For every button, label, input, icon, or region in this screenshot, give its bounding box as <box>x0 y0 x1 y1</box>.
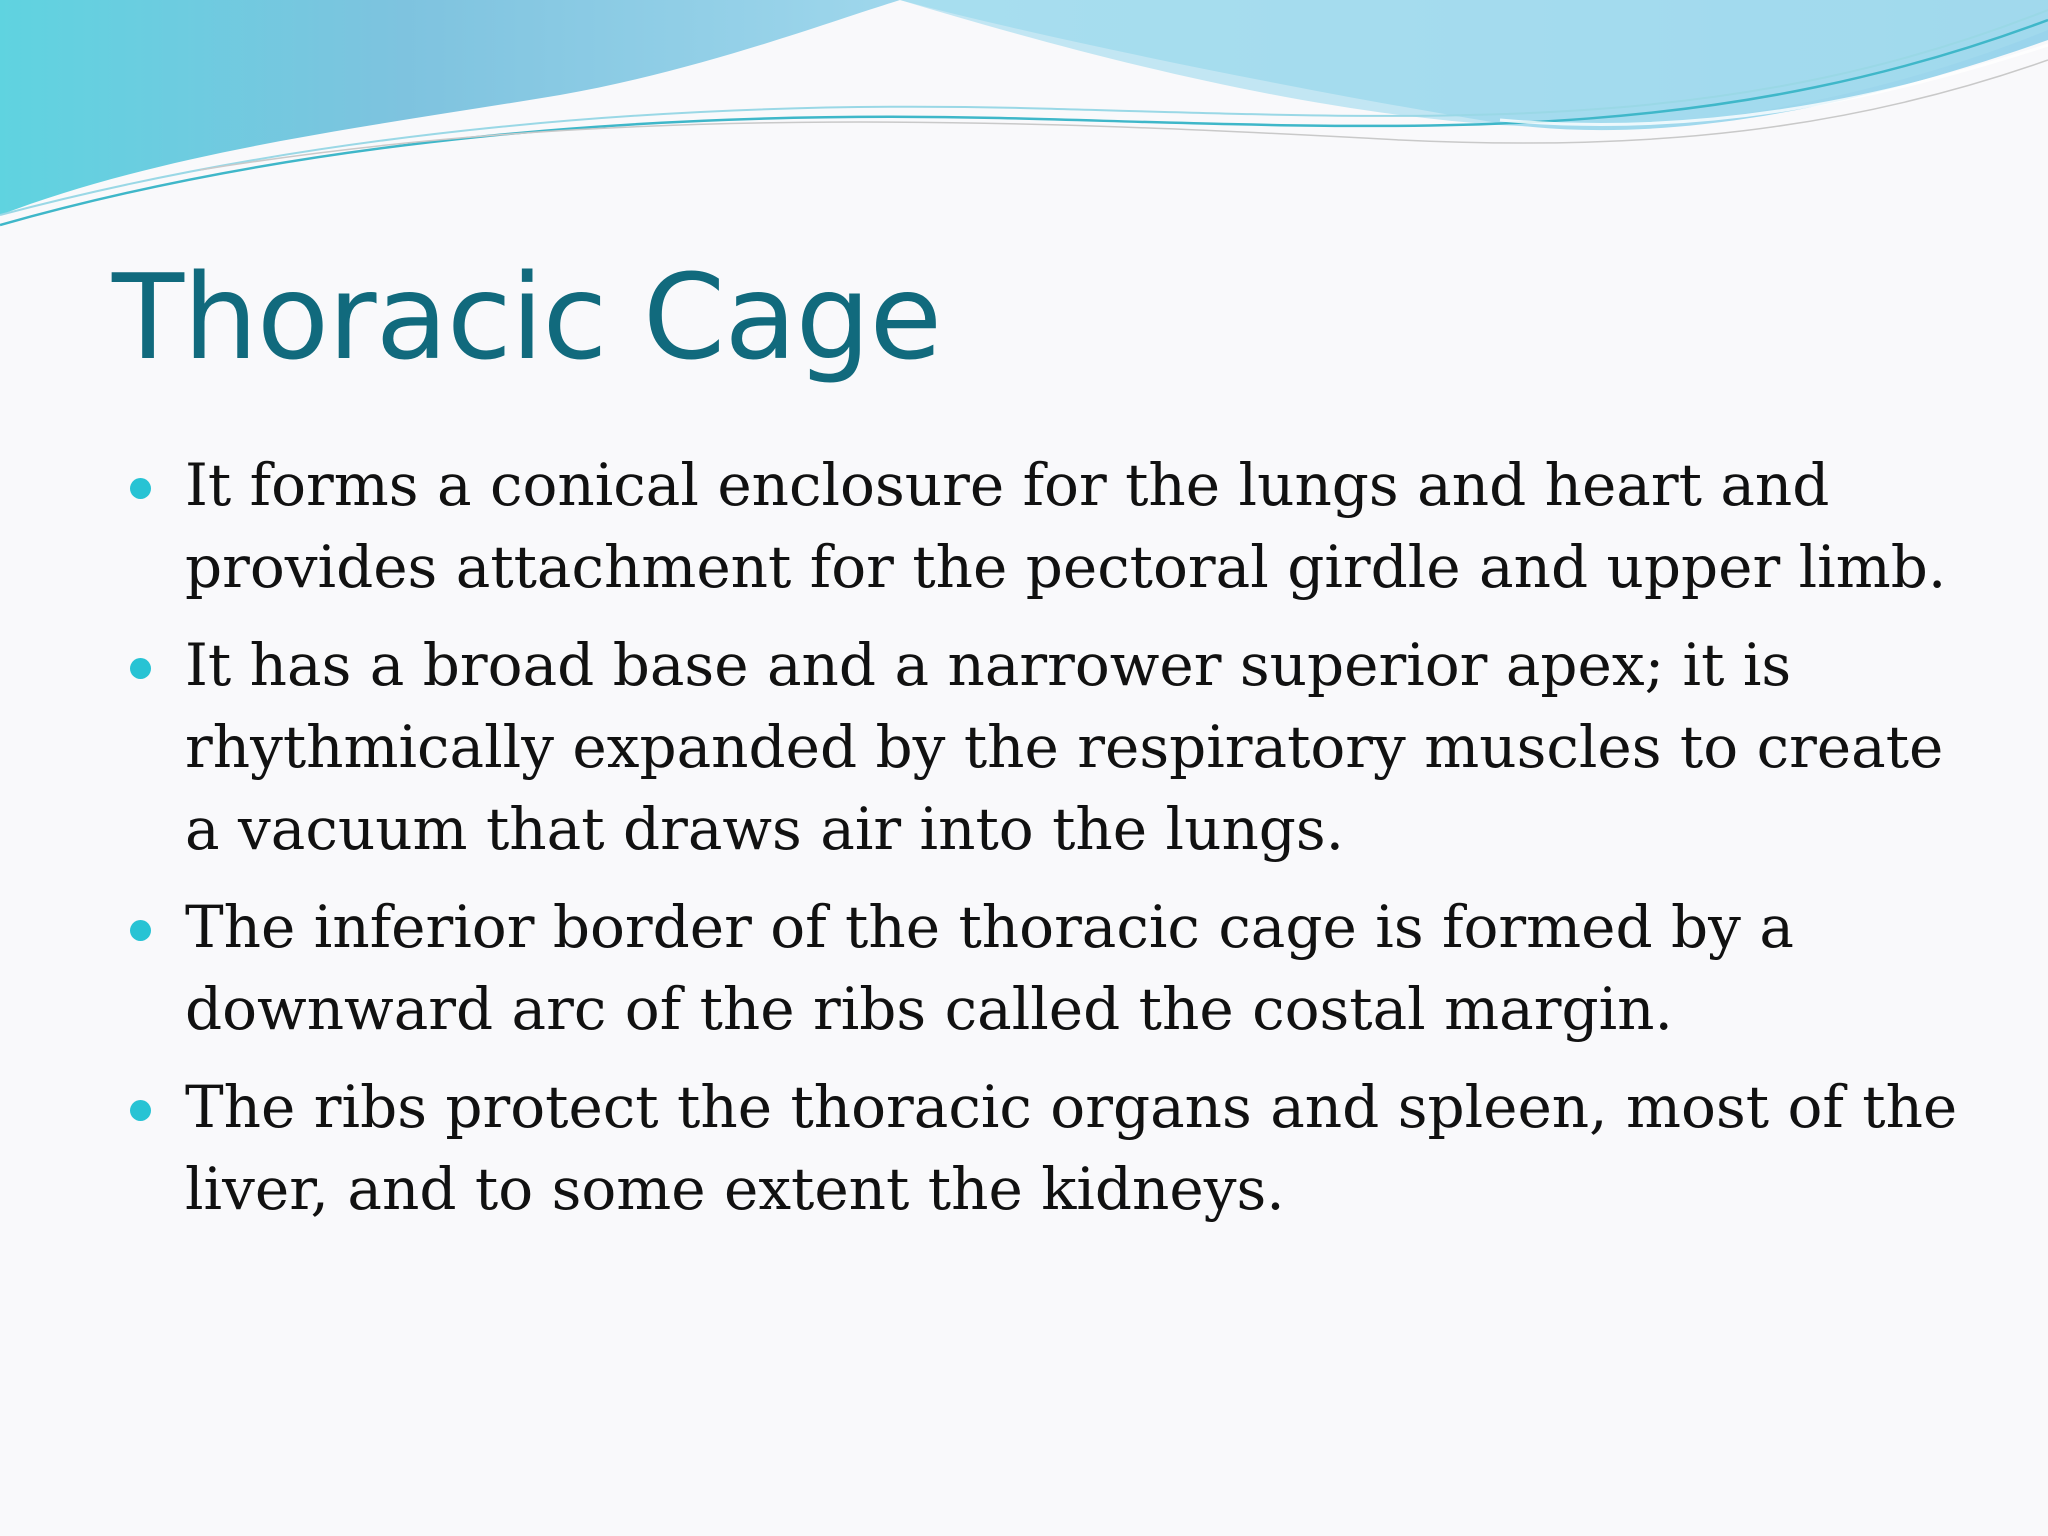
bullet-item <box>130 1066 1980 1230</box>
slide-title: Thoracic Cage <box>112 248 942 386</box>
bullet-marker-icon <box>130 658 151 679</box>
bullet-text: It has a broad base and a narrower superior apex; it is rhythmically expanded by the respiratory muscles to create a vacuum that draws air into the lungs. <box>185 631 1944 863</box>
wave-header-decoration <box>0 0 2048 260</box>
bullet-item <box>130 444 1980 608</box>
bullet-marker-icon <box>130 1100 151 1121</box>
bullet-text: It forms a conical enclosure for the lungs and heart and provides attachment for the pectoral girdle and upper limb. <box>185 451 1947 601</box>
bullet-marker-icon <box>130 920 151 941</box>
bullet-item <box>130 886 1980 1050</box>
bullet-text: The ribs protect the thoracic organs and spleen, most of the liver, and to some extent the kidneys. <box>185 1073 1958 1223</box>
bullet-list <box>130 444 1980 1246</box>
bullet-item <box>130 624 1980 870</box>
bullet-text: The inferior border of the thoracic cage is formed by a downward arc of the ribs called the costal margin. <box>185 893 1794 1043</box>
bullet-marker-icon <box>130 478 151 499</box>
